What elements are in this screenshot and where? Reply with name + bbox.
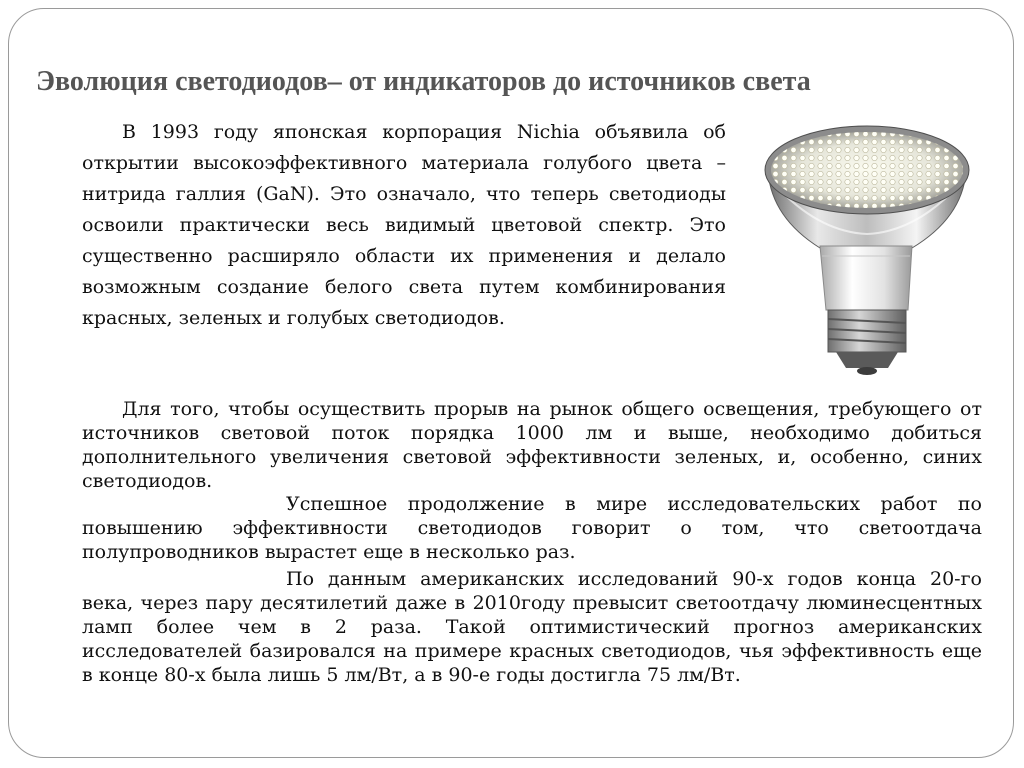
paragraph-lighting-market-text: Для того, чтобы осуществить прорыв на рынок общего освещения, требующего от источников световой поток порядка 1000 лм и выше, необходимо добиться дополнительного увеличения световой эффективности зеленых, и, особенно, синих светодиодов. [82, 398, 982, 492]
paragraph-research [82, 492, 982, 564]
paragraph-forecast [82, 567, 982, 687]
paragraph-forecast-text: По данным американских исследований 90-х годов конца 20-го века, через пару десятилетий даже в 2010году превысит светоотдачу люминесцентных ламп более чем в 2 раза. Такой оптимистический прогноз американских исследователей базировался на примере красных светодиодов, чья эффективность еще в конце 80-х была лишь 5 лм/Вт, а в 90-е годы достигла 75 лм/Вт. [82, 568, 982, 686]
slide-title: Эволюция светодиодов– от индикаторов до источников света [36, 66, 811, 97]
paragraph-nichia [82, 117, 726, 334]
paragraph-nichia-text: В 1993 году японская корпорация Nichia объявила об открытии высокоэффективного материала голубого цвета – нитрида галлия (GaN). Это означало, что теперь светодиоды освоили практически весь видимый цветовой спектр. Это существенно расширяло области их применения и делало возможным создание белого света путем комбинирования красных, зеленых и голубых светодиодов. [82, 121, 726, 329]
paragraph-research-text: Успешное продолжение в мире исследовательских работ по повышению эффективности светодиодов говорит о том, что светоотдача полупроводников вырастет еще в несколько раз. [82, 493, 982, 563]
paragraph-lighting-market [82, 397, 982, 493]
led-lamp-image [762, 122, 972, 376]
